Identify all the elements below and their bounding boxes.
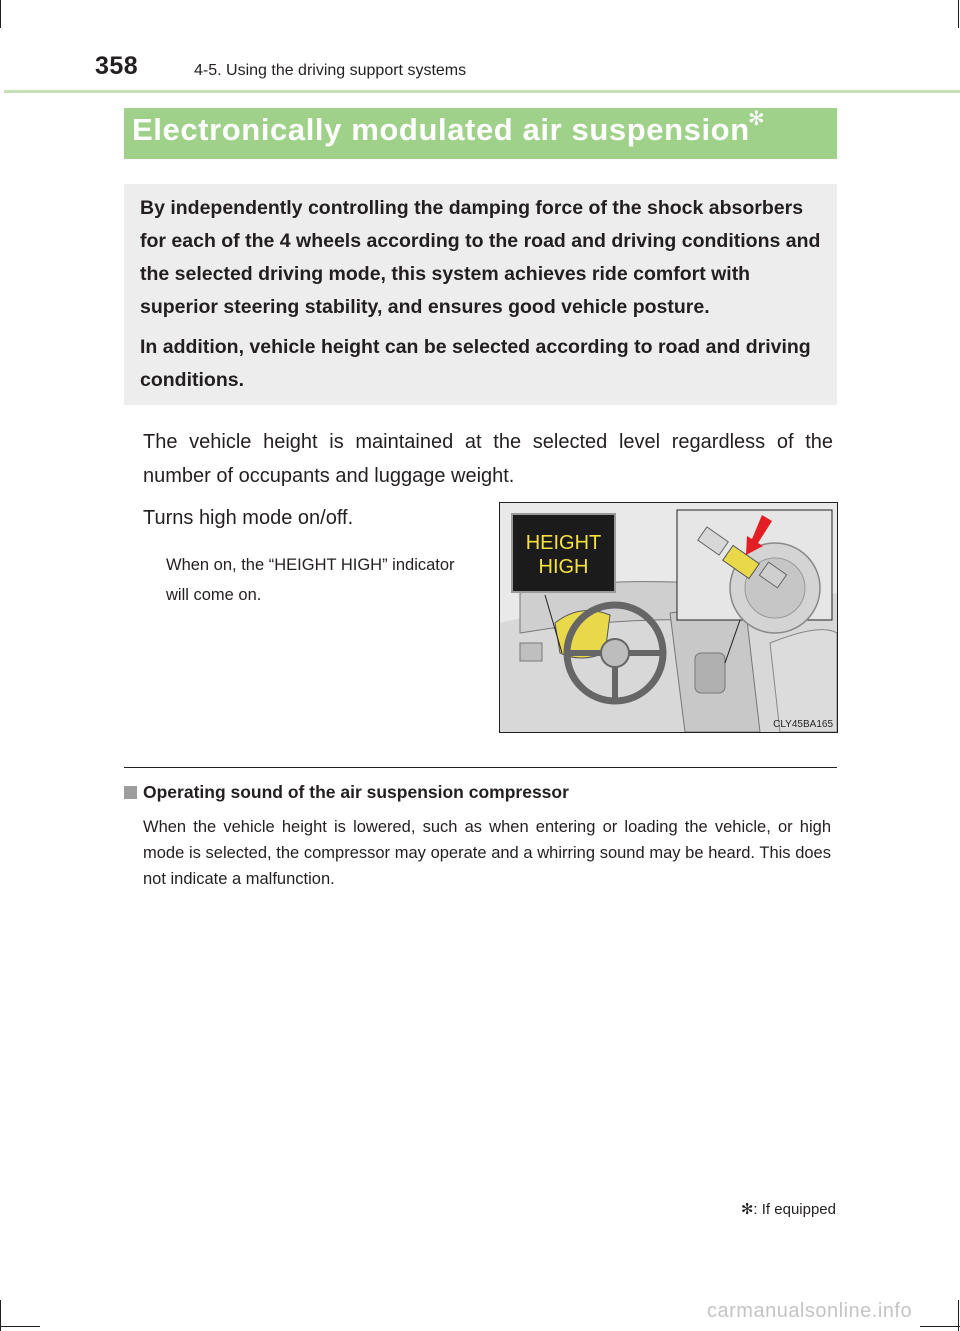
step-note: When on, the “HEIGHT HIGH” indicator will come on. xyxy=(166,556,455,604)
height-high-indicator xyxy=(511,513,616,593)
note-heading-text: Operating sound of the air suspension compressor xyxy=(143,782,569,802)
title-bar xyxy=(124,108,837,159)
indicator-line: HIGH xyxy=(538,556,589,578)
indicator-line: HEIGHT xyxy=(525,532,602,554)
footnote xyxy=(741,1200,836,1218)
watermark: carmanualsonline.info xyxy=(707,1300,913,1322)
page-title: Electronically modulated air suspension xyxy=(132,112,750,147)
equipment-marker: ✻ xyxy=(748,108,765,130)
crop-mark xyxy=(0,1326,40,1327)
intro-box xyxy=(124,184,837,405)
step-title: Turns high mode on/off. xyxy=(143,507,354,529)
footnote-marker: ✻ xyxy=(740,1201,754,1218)
figure-caption: CLY45BA165 xyxy=(773,719,833,730)
page-number: 358 xyxy=(95,52,139,80)
divider xyxy=(124,767,837,768)
dashboard-figure xyxy=(499,502,838,733)
square-bullet-icon xyxy=(124,786,137,799)
intro-paragraph: By independently controlling the damping force of the shock absorbers for each of the 4 wheels according to the road and driving conditions and the selected driving mode, this system achieves ride comfort with superior steering stability, and ensures good vehicle posture. xyxy=(140,197,821,318)
crop-mark xyxy=(958,0,959,28)
header-rule xyxy=(4,90,960,93)
note-body: When the vehicle height is lowered, such as when entering or loading the vehicle, or high mode is selected, the compressor may operate and a whirring sound may be heard. This does not indicate a malfunction. xyxy=(143,818,831,888)
section-title: 4-5. Using the driving support systems xyxy=(194,62,467,79)
note-heading xyxy=(124,782,569,803)
body-paragraph: The vehicle height is maintained at the selected level regardless of the number of occupants and luggage weight. xyxy=(143,431,833,487)
crop-mark xyxy=(0,0,1,28)
footnote-text: : If equipped xyxy=(753,1201,836,1218)
crop-mark xyxy=(920,1326,960,1327)
intro-paragraph: In addition, vehicle height can be selected according to road and driving conditions. xyxy=(140,336,811,391)
